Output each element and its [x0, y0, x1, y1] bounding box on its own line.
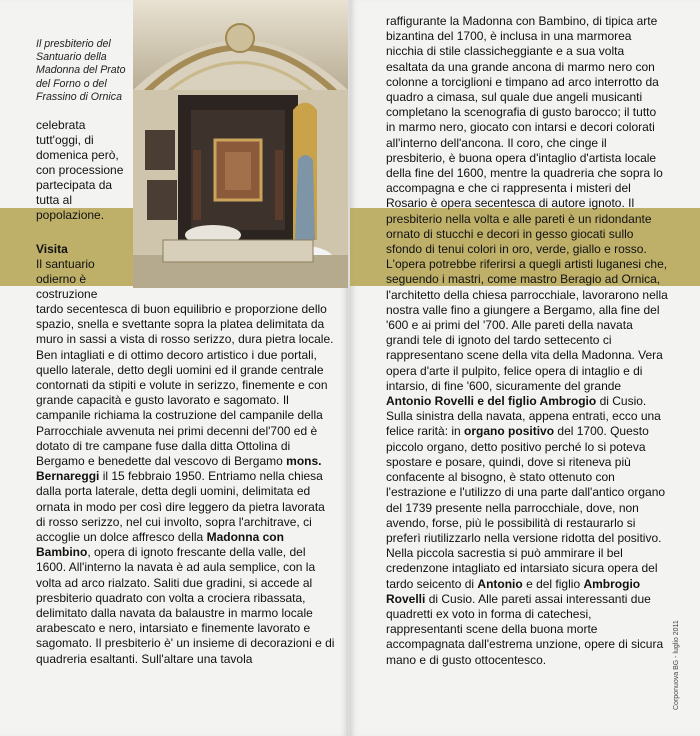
right-body-text — [386, 14, 668, 668]
right-bold-4: Ambrogio Rovelli — [386, 576, 641, 606]
right-text-2: di Cusio. Sulla sinistra della navata, appena entrati, ecco una felice rarità: in — [386, 394, 661, 439]
visit-section — [36, 242, 132, 302]
left-text-3: , opera di ignoto frescante della valle, del 1600. All'interno la navata è ad aula semplice, con la volta ad arco rialzato. Saliti due gradini, si accede al presbiterio quadrato con volta a crociera ribassata, delimitato dalla navata da balaustre in marmo locale arabescato e nero, intarsiato e finemente lavorato e sagomato. Il presbiterio è' un insieme di decorazioni e di quadreria esaltanti. Sull'altare una tavola — [36, 545, 335, 666]
presbytery-photo — [133, 0, 348, 288]
right-bold-3: Antonio — [477, 576, 523, 591]
right-text-5: di Cusio. Alle pareti assai interessanti due quadretti ex voto in forma di catechesi, rappresentanti scene della buona morte accompagnata dall'estrema unzione, opere di sicura mano e di gusto ottocentesco. — [386, 591, 664, 667]
visit-heading: Visita — [36, 242, 68, 256]
visit-intro-text: Il santuario odierno è costruzione — [36, 257, 98, 301]
photo-caption: Il presbiterio del Santuario della Madonna del Prato del Forno o del Frassino di Ornica — [36, 38, 126, 103]
right-bold-1: Antonio Rovelli e del figlio Ambrogio — [386, 394, 597, 409]
left-text-1: tardo secentesca di buon equilibrio e proporzione dello spazio, snella e svettante sopra la platea delimitata da muro in sassi a vista di rosso serizzo, dura pietra locale. Ben intagliati e di ottimo decoro artistico i due portali, quello laterale, detto degli uomini ed il grande centrale contornati da stipiti e volute in serizzo, finemente e con grande capacità e gusto lavorato e sagomato. Il campanile richiama la costruzione del campanile della Parrocchiale avvenuta nei primi decenni del'700 ed è dotato di tre campane fuse dalla ditta Ottolina di Bergamo e benedette dal vescovo di Bergamo — [36, 302, 334, 469]
right-text-3: del 1700. Questo piccolo organo, detto positivo perché lo si poteva spostare e posare, quindi, dove si riteneva più confacente al bisogno, è stato ottenuto con l'estrazione e l'utilizzo di una parte dall'antico organo del 1739 presente nella parrocchiale, dove, non avendo, forse, più le possibilità di restaurarlo si preferì riutilizzarlo nella versione ridotta del positivo. Nella piccola sacrestia si può ammirare il bel credenzone intagliato ed intarsiato sicura opera del tardo seicento di — [386, 424, 666, 591]
left-bold-2: Madonna con Bambino — [36, 530, 284, 560]
side-note-text: Corponuova BG - luglio 2011 — [673, 620, 680, 710]
left-body-text — [36, 302, 336, 667]
right-bold-2: organo positivo — [464, 424, 555, 439]
left-bold-1: mons. Bernareggi — [36, 454, 322, 484]
side-note — [673, 600, 685, 710]
right-text-1: raffigurante la Madonna con Bambino, di tipica arte bizantina del 1700, è inclusa in una marmorea nicchia di stile classicheggiante e a sua volta esaltata da una grande ancona di marmo nero con colonne a torciglioni e timpano ad arco interrotto da quadro a cimasa, sul quale due angeli musicanti completano la scenografia di gusto barocco; il tutto in marmo nero, giocato con intarsi e decori colorati all'interno dell'ancona. Il coro, che cinge il presbiterio, è buona opera d'intaglio d'artista locale della fine del 1600, mentre la quadreria che sopra lo accompagna e che ci rappresenta i misteri del Rosario è opera secentesca di autore ignoto. Il presbiterio nella volta e alle pareti è un ridondante ornato di stucchi e decori in gesso giocati sullo sfondo di tenui colori in oro, verde, giallo e rosso. L'opera potrebbe riferirsi a quegli artisti luganesi che, seguendo i mastri, come mastro Beragio ad Ornica, l'architetto della chiesa parrocchiale, lavorarono nella nostra valle fino a giungere a Bergamo, alla fine del '600 e ai primi del '700. Alle pareti della navata grandi tele di ignoto del tardo settecento ci rappresentano scene della vita della Madonna. Vera opera d'arte il pulpito, felice opera di intaglio e di intarsio, di fine '600, sicuramente del grande — [386, 14, 668, 393]
intro-paragraph: celebrata tutt'oggi, di domenica però, con processione partecipata da tutta al popolazione. — [36, 118, 124, 222]
left-text-2: il 15 febbraio 1950. Entriamo nella chiesa dalla porta laterale, detta degli uomini, delimitata ed ornata in modo per così dire leggero da pietra lavorata di rosso serizzo, nel cui involto, sopra l'architrave, ci accoglie un dolce affresco della — [36, 469, 325, 545]
left-page — [0, 0, 348, 736]
right-text-4: e del figlio — [526, 576, 581, 591]
